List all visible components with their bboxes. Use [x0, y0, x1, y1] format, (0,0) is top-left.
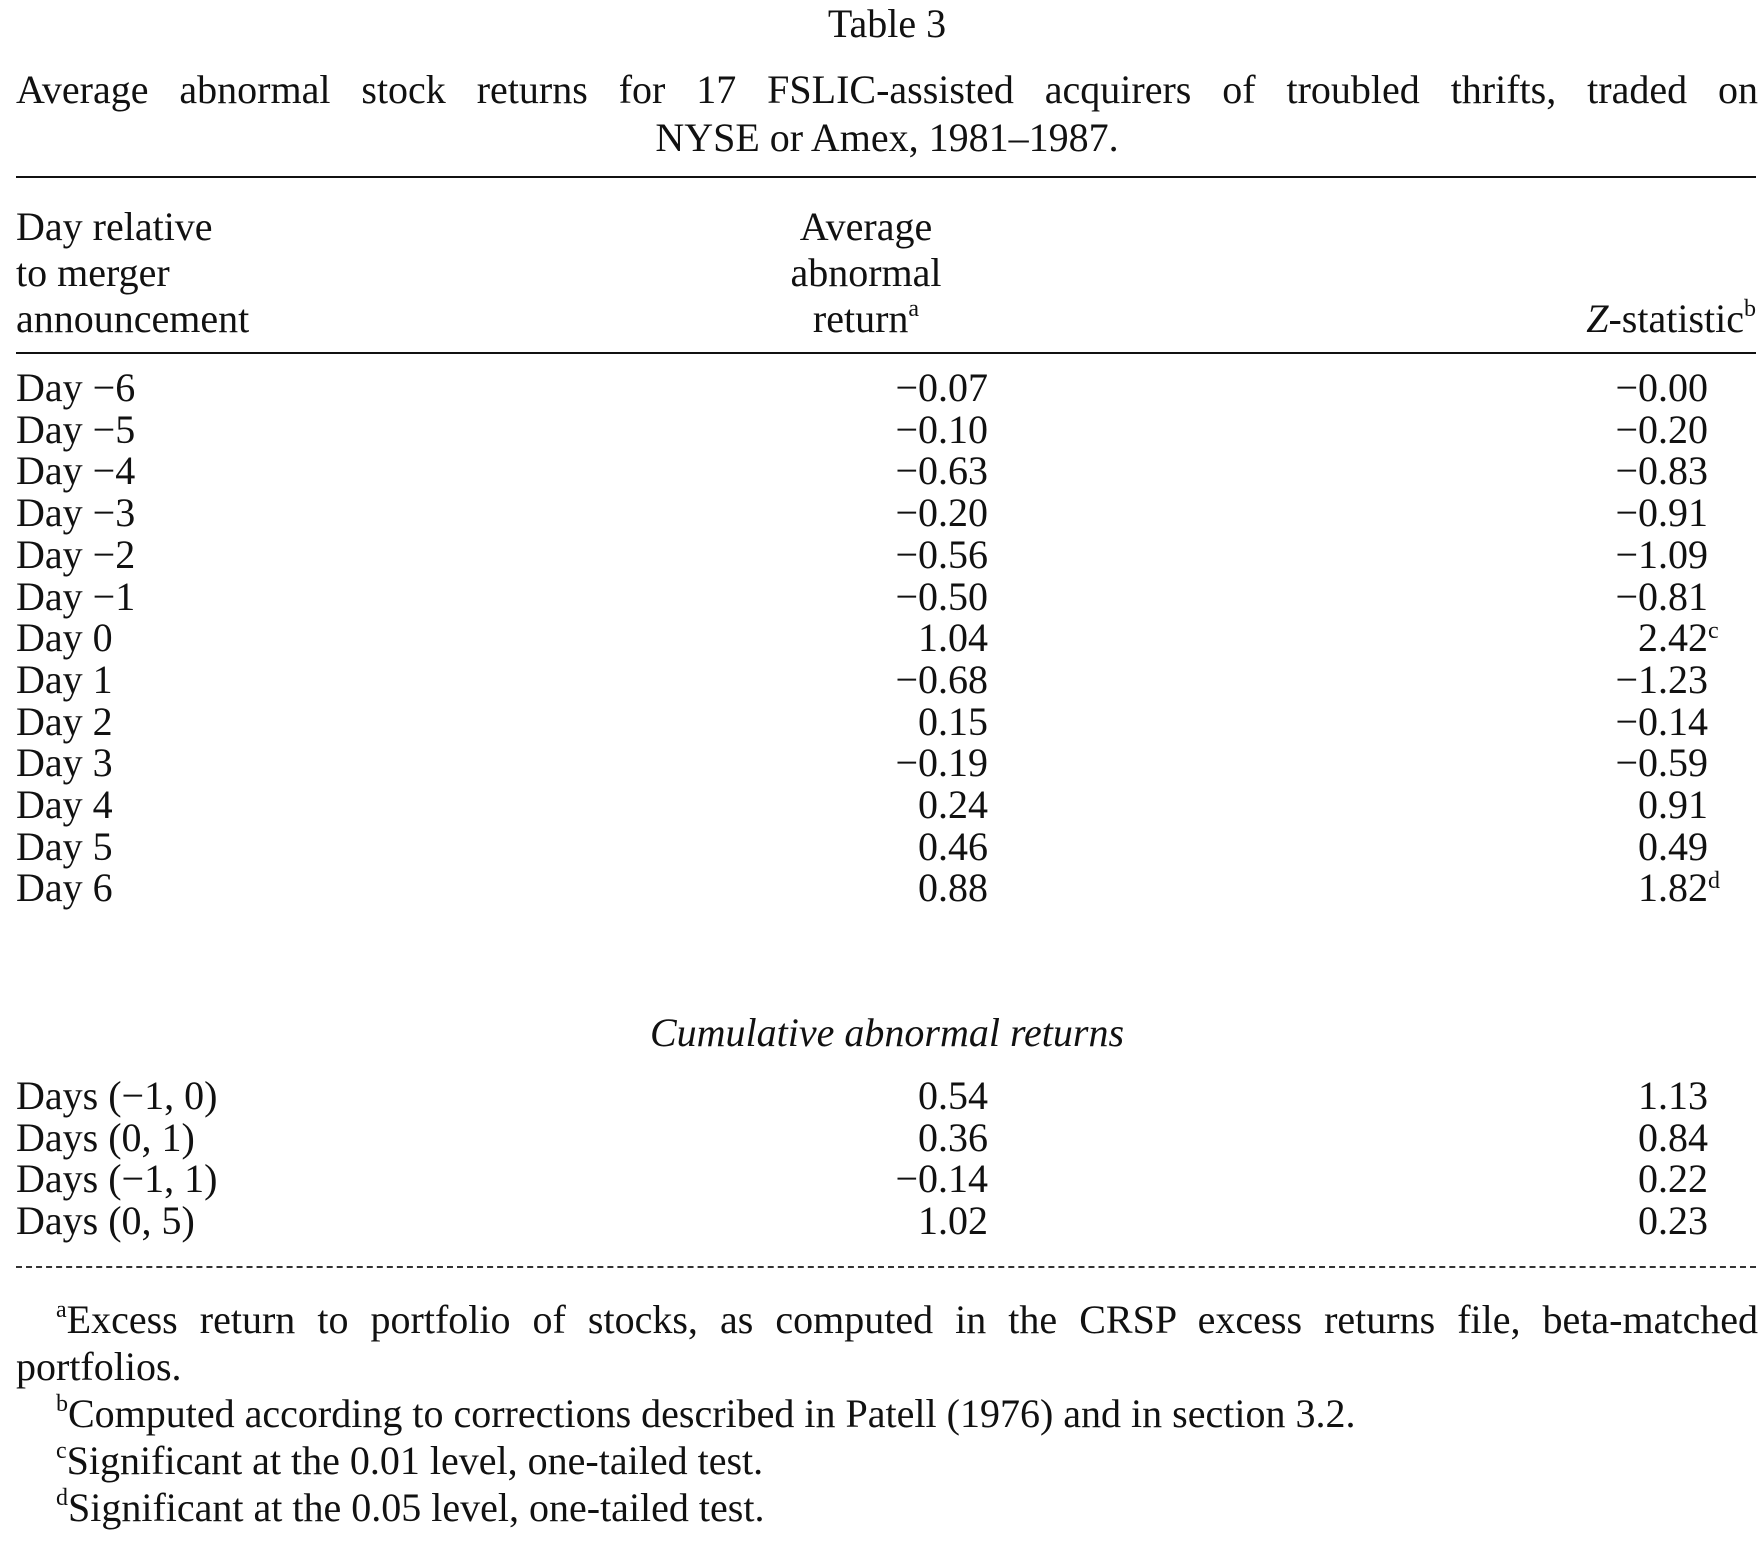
row-z-statistic-wrap	[1615, 365, 1708, 410]
row-abnormal-return: −0.68	[895, 656, 988, 702]
row-day-label: Day −5	[16, 406, 136, 452]
header-rule	[16, 352, 1756, 354]
header-return-line-2: abnormal	[790, 250, 942, 295]
row-z-statistic-wrap	[1615, 490, 1708, 535]
header-return-word: return	[812, 296, 909, 341]
row-z-statistic: −1.09	[1615, 531, 1708, 577]
row-day-label: Days (0, 5)	[16, 1197, 195, 1243]
table-row	[16, 615, 1758, 661]
row-abnormal-return: 0.54	[918, 1073, 988, 1118]
row-z-statistic-wrap	[1638, 782, 1708, 827]
row-z-statistic-wrap	[1615, 574, 1708, 619]
footnote-d-text: Significant at the 0.05 level, one-tailed test.	[68, 1485, 765, 1530]
table-row	[16, 824, 1758, 870]
row-z-statistic: 0.22	[1638, 1156, 1708, 1201]
caption-line-2: NYSE or Amex, 1981–1987.	[655, 115, 1119, 160]
row-z-statistic: 0.23	[1638, 1197, 1708, 1243]
row-z-statistic-wrap	[1615, 532, 1708, 577]
row-z-statistic: 0.91	[1638, 782, 1708, 827]
row-abnormal-return: −0.50	[895, 573, 988, 619]
footnote-c-text: Significant at the 0.01 level, one-tailed test.	[66, 1438, 764, 1483]
table-page	[16, 0, 1758, 1556]
row-abnormal-return: −0.14	[895, 1156, 988, 1201]
row-abnormal-return: 1.04	[918, 615, 988, 661]
table-row	[16, 448, 1758, 494]
header-statistic-word: -statistic	[1608, 296, 1744, 341]
header-day-line-3: announcement	[16, 296, 250, 341]
row-abnormal-return: −0.07	[895, 365, 988, 410]
table-row	[16, 1073, 1758, 1119]
row-z-statistic-wrap	[1615, 448, 1708, 493]
row-z-statistic: −0.00	[1615, 365, 1708, 410]
footnotes	[16, 1296, 1758, 1531]
row-abnormal-return: 0.88	[918, 865, 988, 911]
row-day-label: Day 6	[16, 865, 113, 911]
row-abnormal-return: 0.24	[918, 782, 988, 827]
row-z-statistic: −0.20	[1615, 406, 1708, 452]
row-z-statistic-wrap	[1638, 824, 1708, 869]
row-day-label: Day 2	[16, 698, 113, 744]
row-z-statistic-wrap	[1638, 1156, 1708, 1201]
table-row	[16, 490, 1758, 536]
table-row	[16, 657, 1758, 703]
header-day-line-1: Day relative	[16, 204, 213, 249]
row-z-statistic: −0.91	[1615, 490, 1708, 536]
row-z-statistic: 1.13	[1638, 1073, 1708, 1118]
row-day-label: Day 0	[16, 615, 113, 661]
row-day-label: Days (0, 1)	[16, 1114, 195, 1160]
row-z-statistic-cell	[1638, 615, 1719, 661]
table-row	[16, 1156, 1758, 1202]
row-z-statistic-cell	[1615, 490, 1708, 536]
row-day-label: Days (−1, 0)	[16, 1073, 218, 1118]
row-day-label: Day −4	[16, 448, 136, 494]
row-z-statistic-wrap	[1638, 865, 1720, 911]
row-abnormal-return: −0.63	[895, 448, 988, 494]
row-z-statistic-cell	[1638, 1156, 1708, 1202]
row-day-label: Day −2	[16, 531, 136, 577]
row-z-statistic: 0.49	[1638, 823, 1708, 869]
table-row	[16, 574, 1758, 620]
row-z-statistic-wrap	[1638, 1115, 1708, 1160]
row-abnormal-return: −0.19	[895, 740, 988, 786]
footnote-mark-b: b	[1744, 296, 1756, 322]
footnote-b-mark: b	[56, 1391, 68, 1417]
row-z-statistic-cell	[1615, 407, 1708, 453]
row-z-statistic-wrap	[1615, 407, 1708, 452]
row-z-statistic: 1.82	[1638, 865, 1708, 911]
row-day-label: Day 5	[16, 823, 113, 869]
header-return-line-1: Average	[799, 204, 933, 249]
row-z-statistic-cell	[1638, 1198, 1708, 1244]
row-z-statistic: 0.84	[1638, 1114, 1708, 1160]
row-z-statistic-wrap	[1638, 1073, 1708, 1118]
row-abnormal-return: 0.46	[918, 823, 988, 869]
header-z-letter: Z	[1586, 296, 1609, 341]
row-z-statistic-cell	[1615, 657, 1708, 703]
caption-line-1: Average abnormal stock returns for 17 FSLIC-assisted acquirers of troubled thrifts, traded on	[16, 67, 1758, 112]
row-z-statistic-cell	[1638, 824, 1708, 870]
row-day-label: Day 3	[16, 740, 113, 786]
row-z-statistic-wrap	[1615, 699, 1708, 744]
header-z-statistic	[1586, 296, 1756, 342]
row-day-label: Day −6	[16, 365, 136, 410]
row-z-statistic-cell	[1615, 532, 1708, 578]
row-z-statistic-cell	[1638, 1115, 1708, 1161]
table-caption	[16, 66, 1758, 162]
row-z-statistic-cell	[1638, 865, 1720, 911]
row-z-statistic-wrap	[1615, 740, 1708, 785]
row-z-statistic: 2.42	[1638, 615, 1708, 661]
row-z-statistic-cell	[1615, 699, 1708, 745]
table-row	[16, 365, 1758, 411]
row-abnormal-return: 0.15	[918, 698, 988, 744]
row-z-statistic-wrap	[1638, 615, 1719, 661]
row-z-statistic-cell	[1615, 448, 1708, 494]
table-row	[16, 532, 1758, 578]
header-day-relative	[16, 204, 249, 342]
table-row	[16, 1198, 1758, 1244]
footnote-b	[16, 1390, 1758, 1437]
header-return-line-3	[716, 296, 1016, 342]
row-z-statistic-wrap	[1638, 1198, 1708, 1243]
footnote-d	[16, 1484, 1758, 1531]
row-abnormal-return: −0.20	[895, 490, 988, 536]
table-row	[16, 782, 1758, 828]
header-average-abnormal-return	[716, 204, 1016, 342]
row-z-statistic-cell	[1615, 574, 1708, 620]
footnote-c	[16, 1437, 1758, 1484]
row-abnormal-return: −0.10	[895, 406, 988, 452]
row-z-statistic-cell	[1638, 1073, 1708, 1119]
footnote-c-mark: c	[56, 1438, 67, 1464]
cumulative-section-title: Cumulative abnormal returns	[649, 1010, 1125, 1055]
footnote-a-text: Excess return to portfolio of stocks, as computed in the CRSP excess returns file, beta-matched portfolios.	[16, 1297, 1758, 1389]
bottom-rule	[16, 1266, 1756, 1268]
table-row	[16, 740, 1758, 786]
row-z-statistic: −0.59	[1615, 740, 1708, 786]
row-day-label: Day 4	[16, 782, 113, 827]
row-z-statistic-cell	[1615, 365, 1708, 411]
row-z-statistic-cell	[1615, 740, 1708, 786]
footnote-mark-c: c	[1708, 618, 1719, 645]
row-z-statistic: −0.14	[1615, 698, 1708, 744]
table-row	[16, 865, 1758, 911]
table-row	[16, 699, 1758, 745]
row-abnormal-return: 1.02	[918, 1197, 988, 1243]
row-abnormal-return: −0.56	[895, 531, 988, 577]
top-rule	[16, 176, 1756, 178]
row-z-statistic: −0.81	[1615, 573, 1708, 619]
footnote-b-text: Computed according to corrections described in Patell (1976) and in section 3.2.	[68, 1391, 1356, 1436]
footnote-d-mark: d	[56, 1485, 68, 1511]
row-z-statistic: −1.23	[1615, 656, 1708, 702]
footnote-mark-a: a	[908, 296, 920, 322]
row-abnormal-return: 0.36	[918, 1114, 988, 1160]
header-day-line-2: to merger	[16, 250, 170, 295]
footnote-mark-d: d	[1708, 868, 1720, 895]
table-row	[16, 1115, 1758, 1161]
table-label: Table 3	[827, 1, 947, 46]
row-z-statistic-cell	[1638, 782, 1708, 828]
row-day-label: Day −1	[16, 573, 136, 619]
footnote-a-mark: a	[56, 1297, 67, 1323]
table-row	[16, 407, 1758, 453]
footnote-a	[16, 1296, 1758, 1390]
row-day-label: Day −3	[16, 490, 136, 536]
row-z-statistic-wrap	[1615, 657, 1708, 702]
row-day-label: Days (−1, 1)	[16, 1156, 218, 1201]
row-day-label: Day 1	[16, 656, 113, 702]
row-z-statistic: −0.83	[1615, 448, 1708, 494]
